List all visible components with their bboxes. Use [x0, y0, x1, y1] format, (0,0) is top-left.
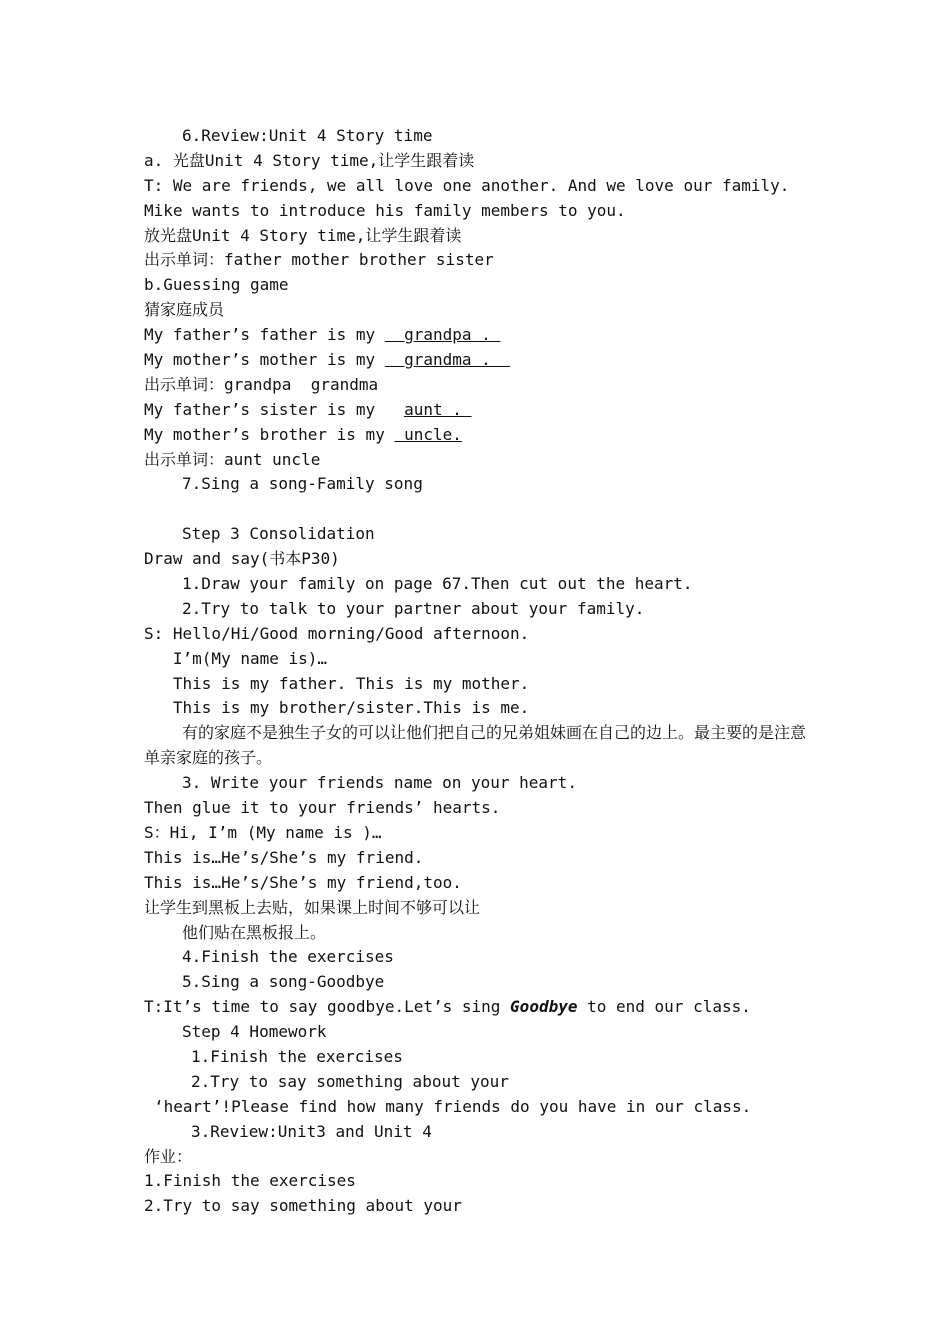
step-heading: Step 4 Homework [182, 1022, 327, 1042]
teacher-note: 有的家庭不是独生子女的可以让他们把自己的兄弟姐妹画在自己的边上。最主要的是注意单亲家庭的孩子。 [144, 723, 807, 768]
text-line: 出示单词：father mother brother sister [144, 250, 494, 270]
sentence-prefix: T:It’s time to say goodbye.Let’s sing [144, 997, 511, 1017]
text-line [144, 348, 824, 373]
text-line: S: Hello/Hi/Good morning/Good afternoon. [144, 623, 530, 643]
text-line: 3.Review:Unit3 and Unit 4 [191, 1121, 432, 1141]
text-line: 7.Sing a song-Family song [182, 474, 423, 494]
text-line: 让学生到黑板上去贴，如果课上时间不够可以让 [144, 897, 481, 917]
lesson-plan-text [144, 124, 824, 1219]
text-line: ‘heart’!Please find how many friends do you have in our class. [154, 1096, 752, 1116]
text-line: 猜家庭成员 [144, 300, 225, 320]
text-line [144, 398, 824, 423]
sentence-prefix: My mother’s mother is my [144, 350, 385, 370]
text-line: 2.Try to talk to your partner about your family. [182, 598, 645, 618]
text-line: 2.Try to say something about your [144, 1196, 462, 1216]
text-line: 1.Draw your family on page 67.Then cut out the heart. [182, 574, 693, 594]
text-line: 5.Sing a song-Goodbye [182, 972, 385, 992]
text-line: b.Guessing game [144, 275, 289, 295]
text-line: S：Hi, I’m (My name is )… [144, 822, 382, 842]
sentence-prefix: My mother’s brother is my [144, 424, 395, 444]
text-line: T: We are friends, we all love one another. And we love our family. [144, 175, 790, 195]
text-line [144, 995, 824, 1020]
text-line [144, 423, 824, 448]
answer-blank: grandma . [384, 350, 511, 370]
answer-blank: uncle. [394, 424, 462, 444]
sentence-suffix: to end our class. [577, 997, 751, 1017]
answer-blank: grandpa . [384, 325, 501, 345]
text-line: 4.Finish the exercises [182, 947, 394, 967]
text-line: Mike wants to introduce his family members to you. [144, 200, 626, 220]
text-line: 出示单词：grandpa grandma [144, 374, 379, 394]
text-line: This is my father. This is my mother. [144, 673, 530, 693]
sentence-prefix: My father’s sister is my [144, 399, 405, 419]
text-line: 1.Finish the exercises [144, 1171, 356, 1191]
text-line: This is…He’s/She’s my friend. [144, 847, 424, 867]
text-line: 他们贴在黑板报上。 [182, 922, 327, 942]
step-heading: Step 3 Consolidation [182, 524, 375, 544]
text-line: a. 光盘Unit 4 Story time,让学生跟着读 [144, 150, 475, 170]
song-title: Goodbye [510, 997, 578, 1017]
text-line: Draw and say(书本P30) [144, 549, 340, 569]
review-heading: 6.Review:Unit 4 Story time [182, 126, 433, 145]
text-line: Then glue it to your friends’ hearts. [144, 798, 501, 818]
homework-heading: 作业： [144, 1146, 193, 1166]
text-line: This is…He’s/She’s my friend,too. [144, 872, 462, 892]
text-line: 2.Try to say something about your [191, 1071, 509, 1091]
text-line: 1.Finish the exercises [191, 1046, 403, 1066]
text-line: This is my brother/sister.This is me. [144, 698, 530, 718]
text-line: I’m(My name is)… [144, 648, 328, 668]
answer-blank: aunt . [404, 399, 472, 419]
text-line: 放光盘Unit 4 Story time,让学生跟着读 [144, 225, 462, 245]
sentence-prefix: My father’s father is my [144, 325, 385, 345]
text-line: 3. Write your friends name on your heart. [182, 773, 577, 793]
text-line [144, 323, 824, 348]
text-line: 出示单词：aunt uncle [144, 449, 321, 469]
blank-line [144, 497, 824, 522]
